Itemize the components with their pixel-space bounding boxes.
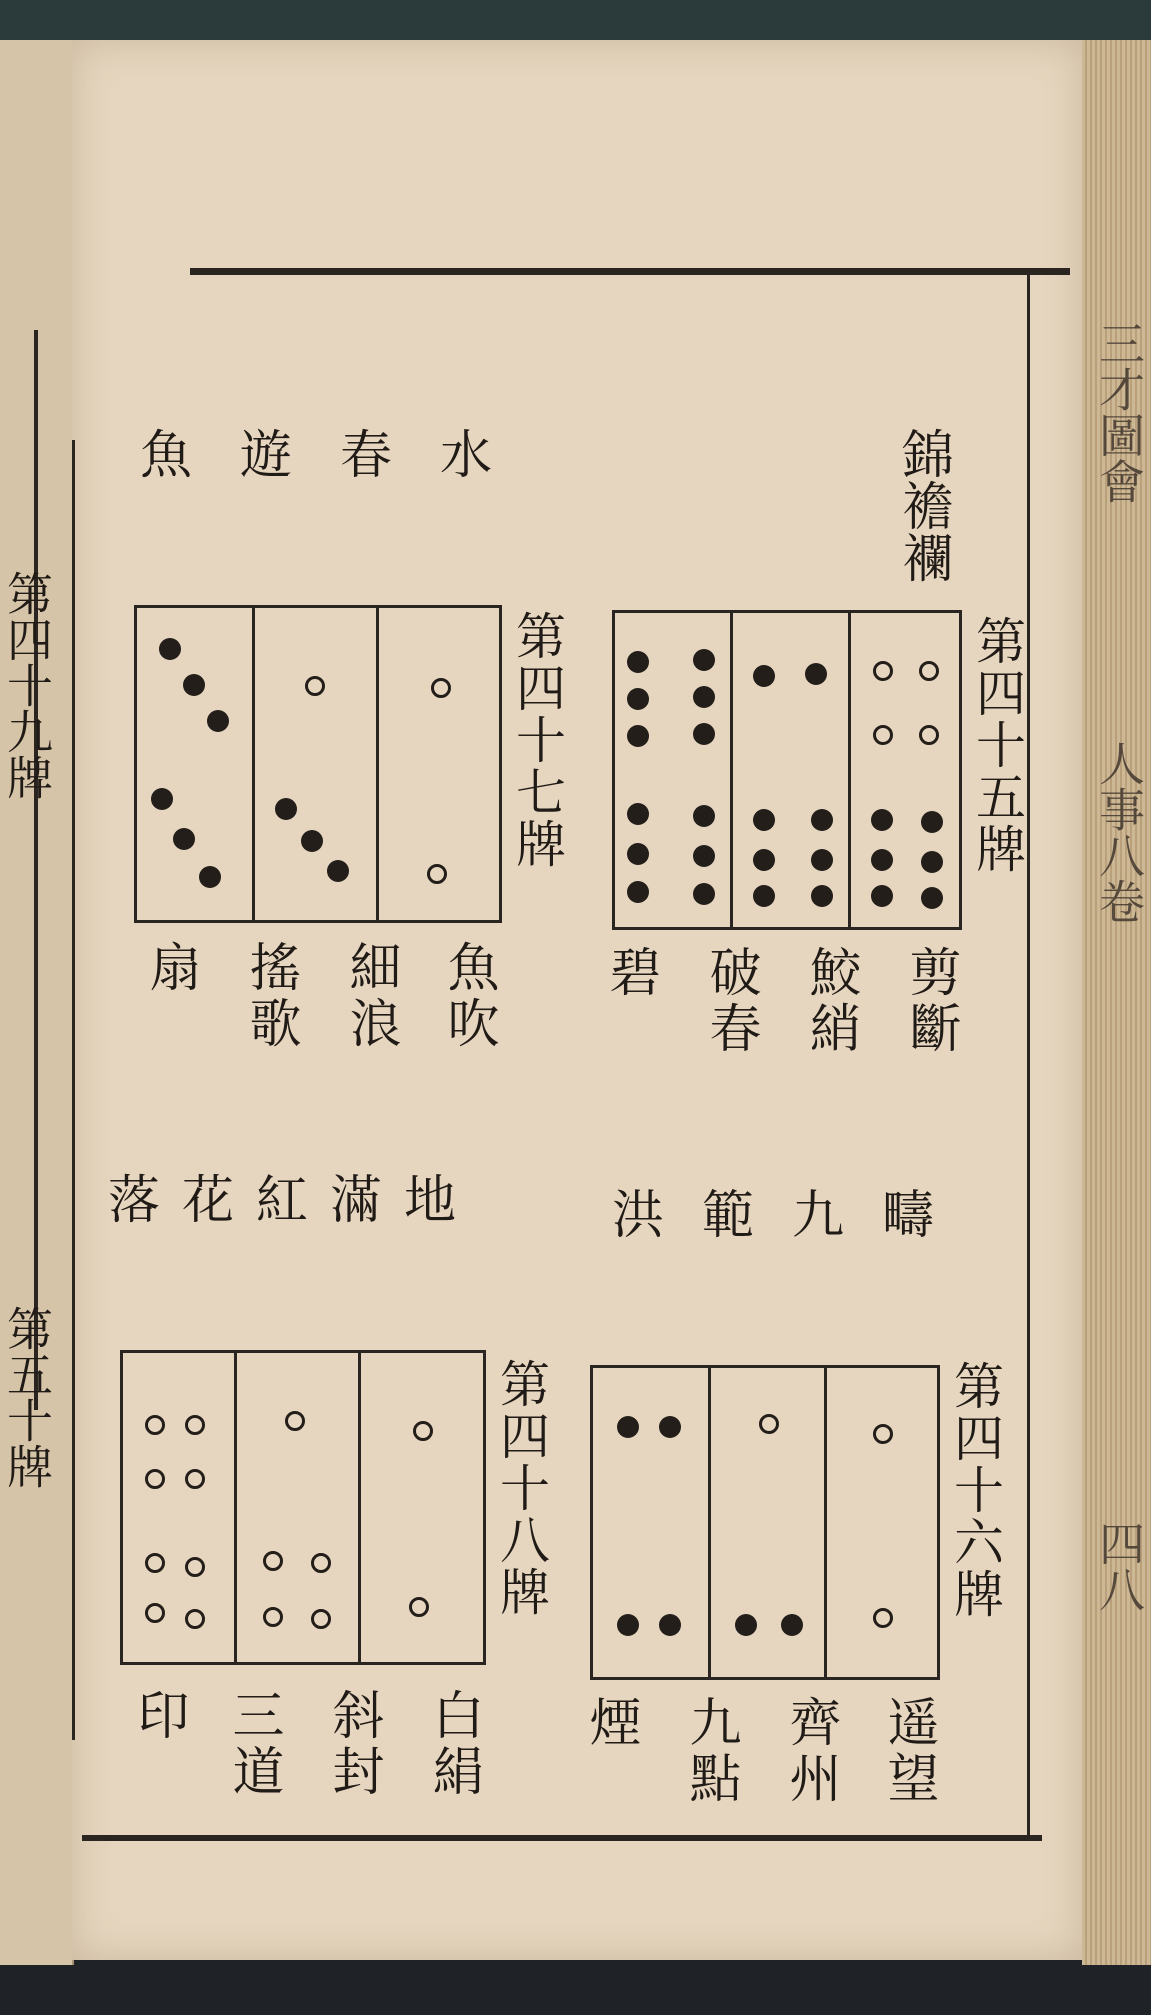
pip <box>693 649 715 671</box>
title-upper-left <box>140 426 541 486</box>
tile-48-cell-3 <box>361 1353 483 1662</box>
pip <box>693 723 715 745</box>
book-spine-top <box>0 0 1151 40</box>
pip <box>427 864 447 884</box>
pip <box>185 1609 205 1629</box>
caption-47-col2: 細浪 <box>340 940 400 1052</box>
pip <box>753 885 775 907</box>
pip <box>811 885 833 907</box>
left-page-rule <box>34 330 38 1410</box>
left-frame-rule <box>72 440 75 1740</box>
tile-46-cell-3 <box>827 1368 937 1677</box>
pip <box>921 851 943 873</box>
caption-46-col2: 齊州 <box>780 1695 840 1807</box>
tile-45-cell-2 <box>733 613 851 927</box>
pip <box>873 1608 893 1628</box>
pip <box>145 1603 165 1623</box>
tile-46 <box>590 1365 940 1680</box>
pip <box>183 674 205 696</box>
pip <box>627 688 649 710</box>
caption-47-col3: 搖歌 <box>240 940 300 1052</box>
top-rule <box>190 268 1070 275</box>
pip <box>263 1551 283 1571</box>
pip <box>873 1424 893 1444</box>
pip <box>145 1553 165 1573</box>
pip <box>871 809 893 831</box>
tile-46-label: 第四十六牌 <box>946 1360 1004 1620</box>
pip <box>301 830 323 852</box>
tile-46-cell-1 <box>593 1368 711 1677</box>
pip <box>311 1553 331 1573</box>
pip <box>781 1614 803 1636</box>
title-upper-right: 錦襜襴 <box>902 426 1005 590</box>
pip <box>199 866 221 888</box>
caption-45-col2: 鮫綃 <box>800 945 860 1057</box>
book-page <box>72 40 1082 1960</box>
edge-volume: 人事八卷 <box>1092 740 1146 924</box>
pip <box>617 1614 639 1636</box>
pip <box>811 849 833 871</box>
pip <box>185 1557 205 1577</box>
pip <box>659 1614 681 1636</box>
pip <box>311 1609 331 1629</box>
tile-48-cell-1 <box>123 1353 237 1662</box>
tile-46-cell-2 <box>711 1368 827 1677</box>
pip <box>735 1614 757 1636</box>
bottom-rule <box>82 1835 1042 1841</box>
pip <box>753 849 775 871</box>
pip <box>173 828 195 850</box>
pip <box>285 1411 305 1431</box>
pip <box>753 665 775 687</box>
caption-45-col1: 剪斷 <box>900 945 960 1057</box>
pip <box>185 1415 205 1435</box>
caption-45-col3: 破春 <box>700 945 760 1057</box>
adjacent-label-lower: 第五十牌 <box>0 1305 54 1489</box>
pip <box>753 809 775 831</box>
caption-47-col1: 魚吹 <box>438 940 498 1052</box>
pip <box>151 788 173 810</box>
pip <box>413 1421 433 1441</box>
tile-45-cell-1 <box>615 613 733 927</box>
pip <box>659 1416 681 1438</box>
tile-48 <box>120 1350 486 1665</box>
pip <box>693 845 715 867</box>
pip <box>627 725 649 747</box>
pip <box>409 1597 429 1617</box>
adjacent-label-upper: 第四十九牌 <box>0 570 54 800</box>
pip <box>693 805 715 827</box>
caption-48-col3: 三道 <box>223 1688 283 1800</box>
pip <box>871 885 893 907</box>
pip <box>159 638 181 660</box>
pip <box>871 849 893 871</box>
tile-47 <box>134 605 502 923</box>
pip <box>693 883 715 905</box>
caption-46-col4: 煙 <box>580 1695 640 1751</box>
adjacent-left-page <box>0 40 74 1965</box>
tile-45-label: 第四十五牌 <box>968 615 1026 875</box>
title-lower-left-text: 落花紅滿地 <box>108 1171 479 1231</box>
edge-folio: 四八 <box>1092 1520 1146 1612</box>
pip <box>617 1416 639 1438</box>
pip <box>873 661 893 681</box>
tile-47-cell-3 <box>379 608 499 920</box>
pip <box>207 710 229 732</box>
caption-47-col4: 扇 <box>140 940 200 996</box>
caption-48-col1: 白絹 <box>423 1688 483 1800</box>
pip <box>627 651 649 673</box>
pip <box>275 798 297 820</box>
pip <box>145 1415 165 1435</box>
page-edge-stack <box>1082 40 1151 1965</box>
tile-45-cell-3 <box>851 613 959 927</box>
caption-45-col4: 碧 <box>600 945 660 1001</box>
title-lower-left <box>108 1171 479 1231</box>
pip <box>805 663 827 685</box>
pip <box>305 676 325 696</box>
pip <box>431 678 451 698</box>
title-upper-left-text: 魚遊春水 <box>140 426 541 486</box>
pip <box>919 725 939 745</box>
tile-48-cell-2 <box>237 1353 361 1662</box>
caption-46-col1: 遥望 <box>878 1695 938 1807</box>
tile-47-label: 第四十七牌 <box>508 610 566 870</box>
tile-47-cell-1 <box>137 608 255 920</box>
pip <box>693 686 715 708</box>
pip <box>627 881 649 903</box>
pip <box>627 843 649 865</box>
tile-47-cell-2 <box>255 608 379 920</box>
tile-48-label: 第四十八牌 <box>492 1358 550 1618</box>
pip <box>873 725 893 745</box>
pip <box>759 1414 779 1434</box>
caption-48-col2: 斜封 <box>323 1688 383 1800</box>
pip <box>811 809 833 831</box>
pip <box>145 1469 165 1489</box>
pip <box>921 811 943 833</box>
pip <box>185 1469 205 1489</box>
edge-book-title: 三才圖會 <box>1092 320 1146 504</box>
title-lower-right-text: 洪範九疇 <box>612 1186 973 1246</box>
title-lower-right <box>612 1186 973 1246</box>
tile-45 <box>612 610 962 930</box>
pip <box>919 661 939 681</box>
caption-48-col4: 印 <box>128 1688 188 1744</box>
pip <box>327 860 349 882</box>
pip <box>627 803 649 825</box>
pip <box>263 1607 283 1627</box>
pip <box>921 887 943 909</box>
caption-46-col3: 九點 <box>680 1695 740 1807</box>
